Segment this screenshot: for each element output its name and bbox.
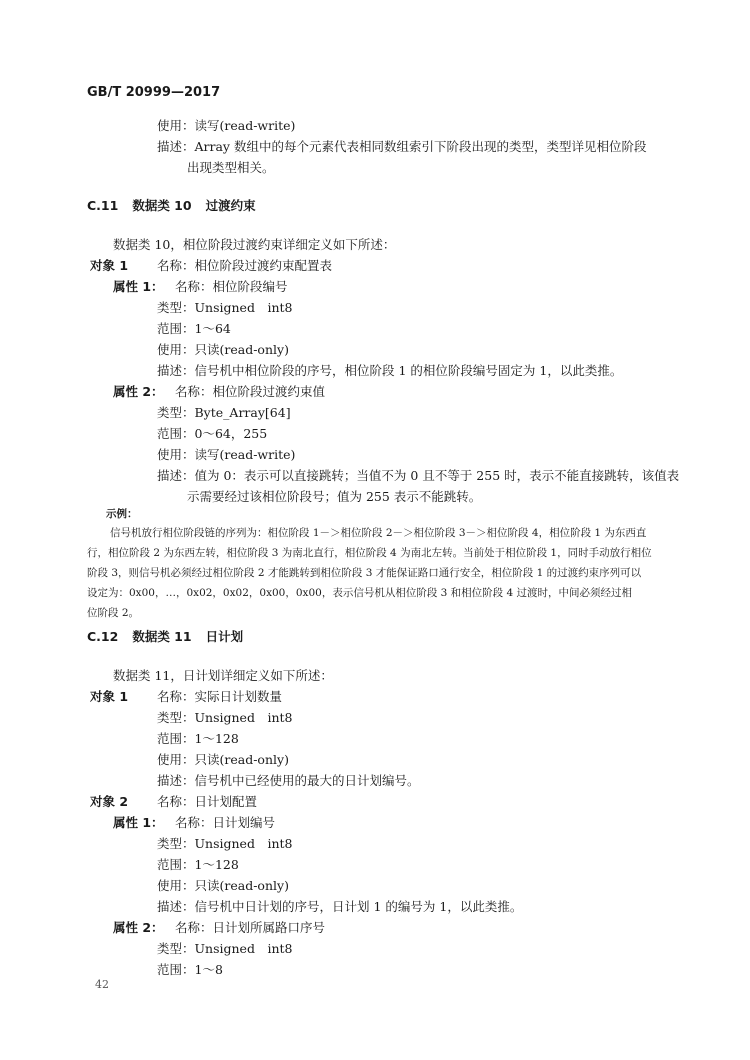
c11-attr-1-usage: 使用：只读(read-only) [157, 342, 289, 357]
top-usage: 使用：读写(read-write) [157, 118, 296, 133]
c12-attr-2-label: 属性 2： [113, 920, 164, 935]
c11-attr-2-name: 名称：相位阶段过渡约束值 [175, 384, 326, 399]
section-heading-c11 [87, 196, 256, 214]
c12-attr-1-label: 属性 1： [113, 815, 164, 830]
example-line: 阶段 3，则信号机必须经过相位阶段 2 才能跳转到相位阶段 3 才能保证路口通行安全，相位阶段 1 的过渡约束序列可以 [87, 567, 642, 579]
c11-attr-2-desc-line-2: 示需要经过该相位阶段号；值为 255 表示不能跳转。 [187, 489, 482, 504]
c11-attr-2-label: 属性 2： [113, 384, 164, 399]
section-title-b: 日计划 [205, 629, 244, 644]
example-line: 位阶段 2。 [87, 607, 140, 619]
c11-attr-2-desc-line-1: 描述：值为 0：表示可以直接跳转；当值不为 0 且不等于 255 时，表示不能直接跳转，该值表 [157, 468, 680, 483]
section-title-a: 数据类 10 [132, 198, 192, 213]
example-line: 行，相位阶段 2 为东西左转，相位阶段 3 为南北直行，相位阶段 4 为南北左转。当前处于相位阶段 1，同时手动放行相位 [87, 547, 652, 559]
c11-attr-1-label: 属性 1： [113, 279, 164, 294]
section-title-a: 数据类 11 [132, 629, 192, 644]
section-heading-c12 [87, 627, 243, 645]
standard-code: GB/T 20999—2017 [87, 85, 221, 100]
example-line: 设定为：0x00，…，0x02，0x02，0x00，0x00，表示信号机从相位阶段 3 和相位阶段 4 过渡时，中间必须经过相 [87, 587, 633, 599]
section-number: C.11 [87, 198, 119, 213]
c11-intro: 数据类 10，相位阶段过渡约束详细定义如下所述： [113, 237, 396, 252]
c12-attr-1-desc: 描述：信号机中日计划的序号，日计划 1 的编号为 1，以此类推。 [157, 899, 523, 914]
c12-attr-1-type: 类型：Unsigned int8 [157, 836, 293, 851]
c12-attr-1-usage: 使用：只读(read-only) [157, 878, 289, 893]
c12-attr-2-name: 名称：日计划所属路口序号 [175, 920, 326, 935]
c12-object-1-range: 范围：1～128 [157, 731, 239, 746]
c12-object-1-name: 名称：实际日计划数量 [157, 689, 283, 704]
c11-attr-1-name: 名称：相位阶段编号 [175, 279, 288, 294]
c11-attr-1-type: 类型：Unsigned int8 [157, 300, 293, 315]
c12-attr-1-range: 范围：1～128 [157, 857, 239, 872]
c12-object-2-label: 对象 2 [90, 794, 129, 809]
c12-intro: 数据类 11，日计划详细定义如下所述： [113, 668, 333, 683]
example-line: 信号机放行相位阶段链的序列为：相位阶段 1－＞相位阶段 2－＞相位阶段 3－＞相位阶段 4，相位阶段 1 为东西直 [110, 527, 647, 539]
c11-attr-1-range: 范围：1～64 [157, 321, 231, 336]
c12-object-1-label: 对象 1 [90, 689, 129, 704]
top-desc-line-1: 描述：Array 数组中的每个元素代表相同数组索引下阶段出现的类型，类型详见相位阶段 [157, 139, 647, 154]
top-desc-line-2: 出现类型相关。 [187, 160, 275, 175]
c11-attr-2-usage: 使用：读写(read-write) [157, 447, 296, 462]
c11-object-1-label: 对象 1 [90, 258, 129, 273]
c11-attr-2-type: 类型：Byte_Array[64] [157, 405, 291, 420]
page-number: 42 [95, 978, 109, 991]
c12-object-1-desc: 描述：信号机中已经使用的最大的日计划编号。 [157, 773, 420, 788]
c12-object-1-type: 类型：Unsigned int8 [157, 710, 293, 725]
c12-object-2-name: 名称：日计划配置 [157, 794, 258, 809]
c12-attr-2-type: 类型：Unsigned int8 [157, 941, 293, 956]
c11-object-1-name: 名称：相位阶段过渡约束配置表 [157, 258, 333, 273]
example-label: 示例： [106, 508, 138, 520]
section-title-b: 过渡约束 [205, 198, 256, 213]
c12-attr-2-range: 范围：1～8 [157, 962, 223, 977]
c12-attr-1-name: 名称：日计划编号 [175, 815, 276, 830]
c12-object-1-usage: 使用：只读(read-only) [157, 752, 289, 767]
section-number: C.12 [87, 629, 119, 644]
c11-attr-1-desc: 描述：信号机中相位阶段的序号，相位阶段 1 的相位阶段编号固定为 1，以此类推。 [157, 363, 623, 378]
c11-attr-2-range: 范围：0～64，255 [157, 426, 268, 441]
